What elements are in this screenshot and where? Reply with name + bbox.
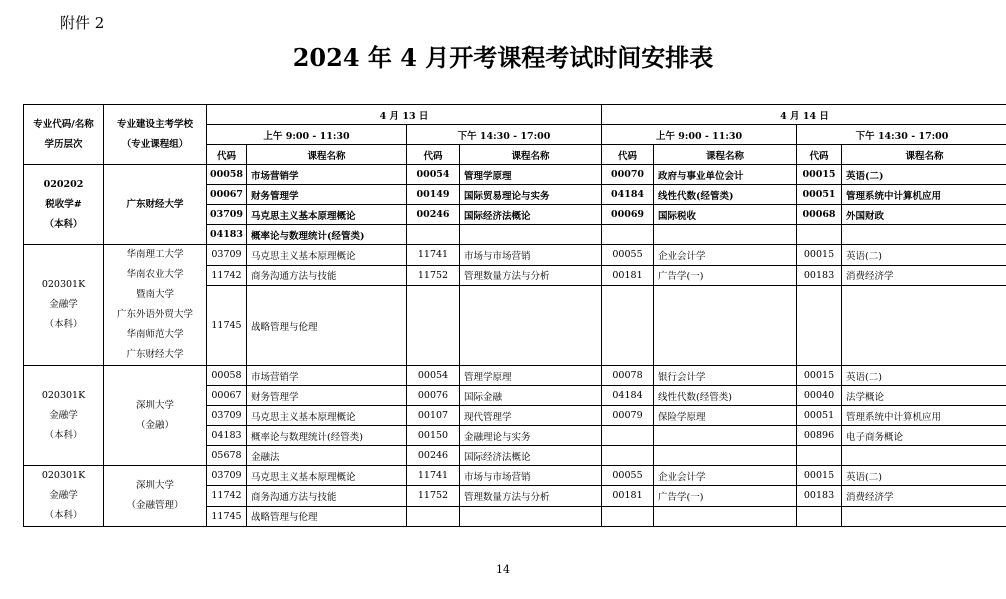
course-code-cell (797, 506, 842, 526)
major-line: （本科） (44, 218, 83, 230)
major-line: 税收学# (45, 198, 82, 210)
course-name-cell: 银行会计学 (654, 366, 797, 386)
course-code-cell: 00040 (797, 386, 842, 406)
course-name-cell: 管理系统中计算机应用 (842, 406, 1006, 426)
course-code-cell: 00058 (207, 165, 247, 185)
course-name-cell: 企业会计学 (654, 466, 797, 486)
course-code-cell: 00058 (207, 366, 247, 386)
course-name-cell (842, 225, 1006, 245)
course-code-cell: 03709 (207, 205, 247, 225)
school-line: 广东财经大学 (126, 349, 184, 360)
header-course: 课程名称 (654, 145, 797, 165)
course-code-cell: 00051 (797, 185, 842, 205)
course-code-cell: 11742 (207, 265, 247, 286)
course-name-cell: 电子商务概论 (842, 426, 1006, 446)
header-code: 代码 (207, 145, 247, 165)
course-name-cell: 管理学原理 (460, 165, 602, 185)
course-code-cell: 00149 (407, 185, 460, 205)
school-cell (104, 165, 207, 245)
school-line: 暨南大学 (135, 289, 174, 300)
course-name-cell: 概率论与数理统计(经管类) (247, 225, 407, 245)
course-code-cell: 00067 (207, 185, 247, 205)
course-name-cell: 国际经济法概论 (460, 446, 602, 466)
course-code-cell: 05678 (207, 446, 247, 466)
course-code-cell: 00107 (407, 406, 460, 426)
major-line: 金融学 (49, 299, 78, 310)
header-day1: 4 月 13 日 (207, 105, 602, 125)
course-code-cell: 00181 (602, 486, 654, 506)
table-row (24, 366, 1006, 386)
course-name-cell: 企业会计学 (654, 245, 797, 266)
course-name-cell: 管理数量方法与分析 (460, 486, 602, 506)
major-cell (24, 366, 104, 466)
course-code-cell: 11752 (407, 486, 460, 506)
school-line: （金融） (135, 419, 174, 431)
header-code: 代码 (797, 145, 842, 165)
course-name-cell: 市场与市场营销 (460, 466, 602, 486)
course-code-cell: 11741 (407, 466, 460, 486)
course-name-cell: 英语(二) (842, 366, 1006, 386)
course-code-cell: 04184 (602, 185, 654, 205)
course-name-cell: 广告学(一) (654, 265, 797, 286)
course-name-cell: 保险学原理 (654, 406, 797, 426)
course-name-cell (460, 225, 602, 245)
course-name-cell (460, 506, 602, 526)
course-code-cell (797, 225, 842, 245)
major-line: 金融学 (49, 490, 78, 501)
course-name-cell: 政府与事业单位会计 (654, 165, 797, 185)
header-code: 代码 (407, 145, 460, 165)
school-line: 广东财经大学 (126, 198, 184, 210)
course-code-cell: 00068 (797, 205, 842, 225)
course-code-cell: 00150 (407, 426, 460, 446)
course-name-cell: 外国财政 (842, 205, 1006, 225)
course-name-cell: 战略管理与伦理 (247, 286, 407, 366)
course-name-cell: 英语(二) (842, 165, 1006, 185)
course-code-cell: 00070 (602, 165, 654, 185)
course-code-cell: 00051 (797, 406, 842, 426)
header-major: 专业代码/名称 学历层次 (24, 105, 104, 165)
course-code-cell: 00055 (602, 245, 654, 266)
school-cell (104, 366, 207, 466)
course-code-cell: 11742 (207, 486, 247, 506)
school-line: 华南理工大学 (126, 249, 184, 260)
course-name-cell: 市场营销学 (247, 366, 407, 386)
course-name-cell: 国际贸易理论与实务 (460, 185, 602, 205)
course-name-cell: 马克思主义基本原理概论 (247, 245, 407, 266)
school-cell (104, 466, 207, 527)
course-code-cell: 00015 (797, 466, 842, 486)
major-cell (24, 466, 104, 527)
course-name-cell (654, 286, 797, 366)
course-name-cell: 国际金融 (460, 386, 602, 406)
school-line: 广东外语外贸大学 (116, 309, 193, 320)
header-day1-am: 上午 9:00 - 11:30 (207, 125, 407, 145)
course-name-cell: 管理学原理 (460, 366, 602, 386)
course-code-cell: 00069 (602, 205, 654, 225)
course-name-cell: 财务管理学 (247, 185, 407, 205)
course-code-cell: 11745 (207, 506, 247, 526)
course-code-cell (602, 506, 654, 526)
course-name-cell: 金融法 (247, 446, 407, 466)
course-code-cell (602, 426, 654, 446)
school-line: 深圳大学 (135, 480, 174, 491)
header-day2-pm: 下午 14:30 - 17:00 (797, 125, 1006, 145)
course-code-cell: 00015 (797, 165, 842, 185)
course-name-cell: 英语(二) (842, 466, 1006, 486)
table-row (24, 466, 1006, 486)
school-line: 华南农业大学 (126, 269, 184, 280)
course-name-cell: 商务沟通方法与技能 (247, 486, 407, 506)
course-code-cell: 00079 (602, 406, 654, 426)
course-code-cell: 00015 (797, 366, 842, 386)
course-name-cell: 市场与市场营销 (460, 245, 602, 266)
exam-schedule-table (23, 104, 1006, 527)
course-code-cell: 00896 (797, 426, 842, 446)
course-name-cell (842, 446, 1006, 466)
course-name-cell (460, 286, 602, 366)
course-name-cell: 马克思主义基本原理概论 (247, 466, 407, 486)
course-name-cell: 国际经济法概论 (460, 205, 602, 225)
table-row (24, 245, 1006, 266)
course-code-cell (407, 506, 460, 526)
course-name-cell (654, 446, 797, 466)
course-name-cell: 消费经济学 (842, 265, 1006, 286)
header-day1-pm: 下午 14:30 - 17:00 (407, 125, 602, 145)
course-code-cell: 04183 (207, 426, 247, 446)
course-code-cell (602, 446, 654, 466)
course-name-cell: 金融理论与实务 (460, 426, 602, 446)
course-name-cell (654, 225, 797, 245)
course-code-cell: 00015 (797, 245, 842, 266)
course-name-cell: 法学概论 (842, 386, 1006, 406)
course-code-cell: 11741 (407, 245, 460, 266)
course-code-cell: 00054 (407, 165, 460, 185)
table-row (24, 165, 1006, 185)
course-name-cell: 马克思主义基本原理概论 (247, 205, 407, 225)
course-code-cell: 00183 (797, 486, 842, 506)
course-name-cell: 现代管理学 (460, 406, 602, 426)
course-name-cell: 广告学(一) (654, 486, 797, 506)
course-name-cell: 管理数量方法与分析 (460, 265, 602, 286)
course-code-cell: 11745 (207, 286, 247, 366)
course-code-cell (797, 286, 842, 366)
course-name-cell: 消费经济学 (842, 486, 1006, 506)
major-line: 金融学 (49, 409, 78, 421)
header-course: 课程名称 (460, 145, 602, 165)
course-name-cell: 国际税收 (654, 205, 797, 225)
attachment-label: 附件 2 (60, 14, 105, 32)
course-code-cell: 03709 (207, 466, 247, 486)
course-code-cell: 04183 (207, 225, 247, 245)
course-code-cell: 00181 (602, 265, 654, 286)
course-name-cell: 马克思主义基本原理概论 (247, 406, 407, 426)
course-name-cell: 市场营销学 (247, 165, 407, 185)
course-code-cell: 00246 (407, 446, 460, 466)
header-school: 专业建设主考学校 （专业课程组） (104, 105, 207, 165)
course-code-cell (797, 446, 842, 466)
major-line: （本科） (44, 319, 83, 330)
course-name-cell: 概率论与数理统计(经管类) (247, 426, 407, 446)
major-line: （本科） (44, 429, 83, 441)
page-number: 14 (496, 563, 510, 576)
course-code-cell (602, 225, 654, 245)
course-code-cell (407, 286, 460, 366)
course-code-cell (602, 286, 654, 366)
course-code-cell: 00067 (207, 386, 247, 406)
major-cell (24, 165, 104, 245)
course-name-cell: 线性代数(经管类) (654, 386, 797, 406)
course-code-cell: 03709 (207, 406, 247, 426)
course-code-cell: 00183 (797, 265, 842, 286)
course-code-cell: 00054 (407, 366, 460, 386)
course-code-cell: 00078 (602, 366, 654, 386)
school-cell (104, 245, 207, 366)
major-line: 020202 (43, 178, 84, 190)
major-line: 020301K (41, 279, 86, 290)
course-code-cell: 00076 (407, 386, 460, 406)
course-name-cell: 战略管理与伦理 (247, 506, 407, 526)
major-line: 020301K (41, 389, 86, 401)
header-course: 课程名称 (247, 145, 407, 165)
course-name-cell: 线性代数(经管类) (654, 185, 797, 205)
major-line: （本科） (44, 510, 83, 521)
course-code-cell: 00246 (407, 205, 460, 225)
major-line: 020301K (41, 470, 86, 481)
page-title: 2024 年 4 月开考课程考试时间安排表 (292, 43, 714, 72)
course-code-cell: 04184 (602, 386, 654, 406)
course-code-cell: 11752 (407, 265, 460, 286)
course-code-cell: 03709 (207, 245, 247, 266)
major-cell (24, 245, 104, 366)
course-code-cell (407, 225, 460, 245)
course-name-cell: 管理系统中计算机应用 (842, 185, 1006, 205)
school-line: 华南师范大学 (126, 329, 184, 340)
course-name-cell (654, 506, 797, 526)
course-name-cell: 商务沟通方法与技能 (247, 265, 407, 286)
header-day2-am: 上午 9:00 - 11:30 (602, 125, 797, 145)
course-name-cell (842, 506, 1006, 526)
course-name-cell: 财务管理学 (247, 386, 407, 406)
course-code-cell: 00055 (602, 466, 654, 486)
school-line: （金融管理） (126, 500, 184, 511)
school-line: 深圳大学 (135, 399, 174, 411)
header-code: 代码 (602, 145, 654, 165)
header-course: 课程名称 (842, 145, 1006, 165)
header-day2: 4 月 14 日 (602, 105, 1006, 125)
course-name-cell (842, 286, 1006, 366)
course-name-cell (654, 426, 797, 446)
course-name-cell: 英语(二) (842, 245, 1006, 266)
